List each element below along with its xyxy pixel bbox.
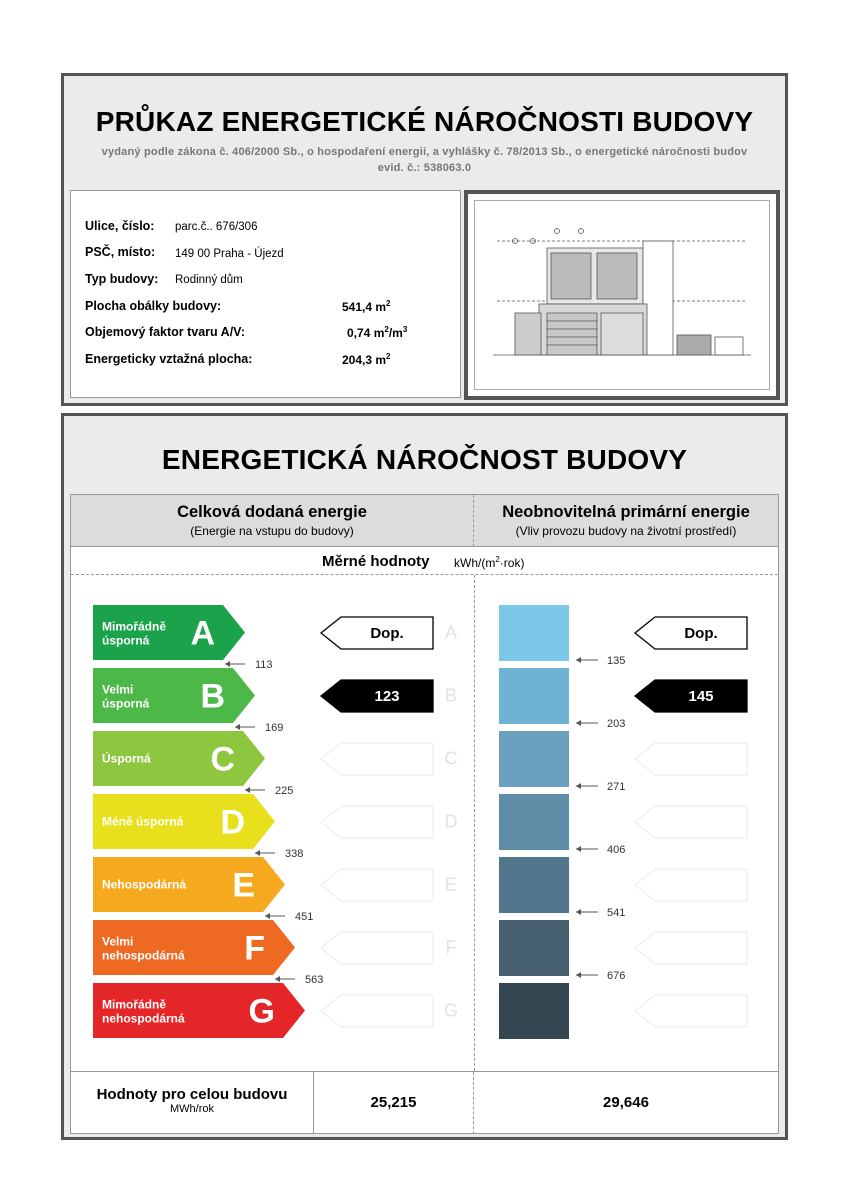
reference-area-value: 204,3 $m^2$: [342, 352, 391, 367]
class-faint-letter-e: E: [444, 874, 458, 895]
primary-band-d: [499, 794, 569, 850]
reference-area-label: Energeticky vztažná plocha:: [85, 352, 253, 366]
primary-band-g: [499, 983, 569, 1039]
class-label-f: Velmi: [102, 934, 134, 949]
whole-building-primary-value: 29,646: [603, 1094, 649, 1111]
threshold-arrowhead-right: [576, 657, 581, 663]
threshold-arrowhead-right: [576, 720, 581, 726]
empty-marker-left-d: [321, 806, 433, 838]
primary-band-f: [499, 920, 569, 976]
building-drawing-frame: [464, 190, 780, 400]
threshold-arrowhead-left: [265, 913, 270, 919]
energy-class-chart: [71, 495, 778, 1071]
class-letter-e: E: [232, 866, 255, 905]
threshold-left-c: 225: [275, 785, 294, 797]
area-label: Plocha obálky budovy:: [85, 299, 222, 313]
class-label-d: Méně úsporná: [102, 814, 184, 829]
threshold-arrowhead-right: [576, 972, 581, 978]
class-faint-letter-b: B: [444, 685, 458, 706]
factor-label: Objemový faktor tvaru A/V:: [85, 325, 245, 339]
class-label-e: Nehospodárná: [102, 877, 187, 892]
factor-value: 0,74 $m^2/m^3$: [347, 325, 408, 340]
threshold-left-f: 563: [305, 974, 324, 986]
class-letter-b: B: [200, 677, 225, 716]
specific-values-unit: kWh/$(m^2\cdot rok)$: [454, 555, 525, 570]
certificate-title: PRŮKAZ ENERGETICKÉ NÁROČNOSTI BUDOVY: [95, 106, 754, 137]
whole-building-unit: MWh/rok: [170, 1103, 214, 1115]
class-faint-letter-d: D: [444, 811, 458, 832]
delivered-energy-subtitle: (Energie na vstupu do budovy): [190, 524, 354, 538]
threshold-left-a: 113: [255, 659, 273, 671]
building-elevation-drawing: [474, 200, 770, 390]
specific-values-label: Měrné hodnoty: [322, 553, 430, 570]
reference-marker-right-label: Dop.: [684, 625, 718, 642]
primary-energy-subtitle: (Vliv provozu budovy na životní prostředí): [515, 524, 737, 538]
threshold-right-a: 135: [607, 655, 626, 667]
empty-marker-right-f: [635, 932, 747, 964]
threshold-arrowhead-right: [576, 909, 581, 915]
class-label-b: úsporná: [102, 696, 150, 711]
class-label-a: Mimořádně: [102, 619, 167, 634]
class-label-g: nehospodárná: [102, 1011, 185, 1026]
certificate-header-panel: [61, 73, 788, 406]
threshold-arrowhead-right: [576, 783, 581, 789]
section-title: ENERGETICKÁ NÁROČNOST BUDOVY: [161, 444, 688, 475]
class-letter-g: G: [248, 992, 275, 1031]
class-faint-letter-g: G: [443, 1000, 459, 1021]
whole-building-label-cell: [71, 1072, 314, 1134]
threshold-arrowhead-left: [235, 724, 240, 730]
class-label-c: Úsporná: [102, 751, 151, 766]
class-label-a: úsporná: [102, 633, 150, 648]
threshold-right-b: 203: [607, 718, 626, 730]
threshold-arrowhead-left: [255, 850, 260, 856]
threshold-left-b: 169: [265, 722, 284, 734]
threshold-arrowhead-left: [245, 787, 250, 793]
evidence-number: evid. č.: 538063.0: [377, 162, 472, 174]
empty-marker-left-f: [321, 932, 433, 964]
threshold-left-e: 451: [295, 911, 314, 923]
class-label-b: Velmi: [102, 682, 134, 697]
certificate-subtitle: vydaný podle zákona č. 406/2000 Sb., o hospodaření energií, a vyhlášky č. 78/2013 Sb., o energetické náročnosti budov: [101, 146, 748, 158]
empty-marker-right-g: [635, 995, 747, 1027]
empty-marker-right-d: [635, 806, 747, 838]
class-faint-letter-a: A: [444, 622, 458, 643]
threshold-arrowhead-left: [225, 661, 230, 667]
threshold-right-f: 676: [607, 970, 626, 982]
threshold-left-d: 338: [285, 848, 304, 860]
psc-value: 149 00 Praha - Újezd: [175, 248, 284, 260]
delivered-energy-title: Celková dodaná energie: [177, 503, 367, 521]
primary-band-a: [499, 605, 569, 661]
threshold-arrowhead-left: [275, 976, 280, 982]
street-label: Ulice, číslo:: [85, 219, 155, 233]
class-faint-letter-f: F: [445, 937, 457, 958]
class-letter-d: D: [220, 803, 245, 842]
class-label-f: nehospodárná: [102, 948, 185, 963]
class-label-g: Mimořádně: [102, 997, 167, 1012]
class-faint-letter-c: C: [444, 748, 458, 769]
primary-energy-marker-label: 145: [688, 688, 714, 705]
type-value: Rodinný dům: [175, 274, 243, 286]
whole-building-row: [71, 1071, 778, 1133]
whole-building-delivered-value: 25,215: [314, 1072, 474, 1134]
threshold-arrowhead-right: [576, 846, 581, 852]
empty-marker-right-e: [635, 869, 747, 901]
primary-band-c: [499, 731, 569, 787]
threshold-right-e: 541: [607, 907, 626, 919]
energy-chart-area: [70, 494, 779, 1134]
class-letter-a: A: [190, 614, 215, 653]
psc-label: PSČ, místo:: [85, 245, 156, 259]
empty-marker-left-g: [321, 995, 433, 1027]
empty-marker-right-c: [635, 743, 747, 775]
primary-band-b: [499, 668, 569, 724]
primary-band-e: [499, 857, 569, 913]
threshold-right-d: 406: [607, 844, 626, 856]
energy-performance-panel: [61, 413, 788, 1140]
whole-building-label: Hodnoty pro celou budovu: [96, 1086, 288, 1103]
primary-energy-title: Neobnovitelná primární energie: [502, 503, 750, 521]
class-letter-c: C: [210, 740, 235, 779]
area-value: 541,4 $m^2$: [342, 299, 391, 314]
type-label: Typ budovy:: [85, 272, 159, 286]
building-info-box: [70, 190, 461, 398]
delivered-energy-marker-label: 123: [374, 688, 400, 705]
reference-marker-left-label: Dop.: [370, 625, 404, 642]
street-value: parc.č.. 676/306: [175, 221, 258, 233]
class-letter-f: F: [244, 929, 265, 968]
threshold-right-c: 271: [607, 781, 626, 793]
empty-marker-left-e: [321, 869, 433, 901]
empty-marker-left-c: [321, 743, 433, 775]
